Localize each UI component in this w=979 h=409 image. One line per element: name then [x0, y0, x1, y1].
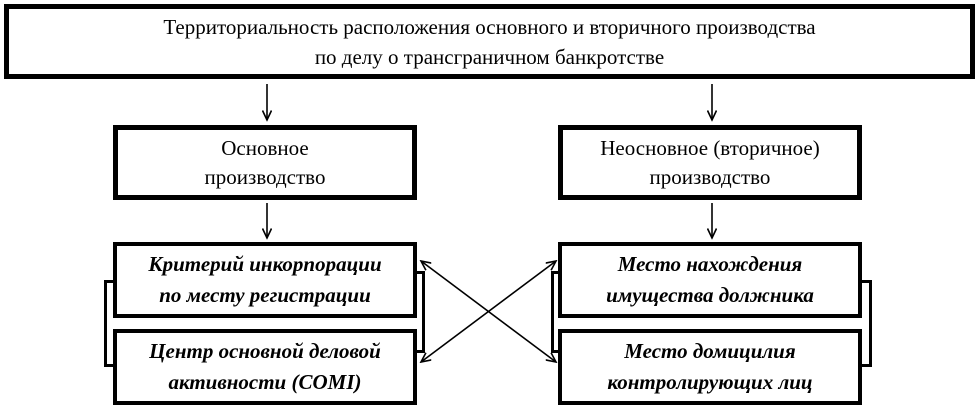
debtor-assets-location-box: Место нахождения имущества должника — [558, 242, 862, 318]
main-proceeding-box: Основное производство — [113, 125, 417, 200]
secondary-proceeding-box: Неосновное (вторичное) производство — [558, 125, 862, 200]
cross-arrow-topleft-bottomright — [421, 261, 556, 362]
cross-arrow-bottomleft-topright — [421, 261, 556, 362]
comi-criterion-box: Центр основной деловой активности (COMI) — [113, 329, 417, 405]
title-box: Территориальность расположения основного и вторичного производства по делу о трансграничном банкротстве — [4, 4, 975, 79]
incorporation-criterion-box: Критерий инкорпорации по месту регистрации — [113, 242, 417, 318]
controlling-persons-domicile-box: Место домицилия контролирующих лиц — [558, 329, 862, 405]
